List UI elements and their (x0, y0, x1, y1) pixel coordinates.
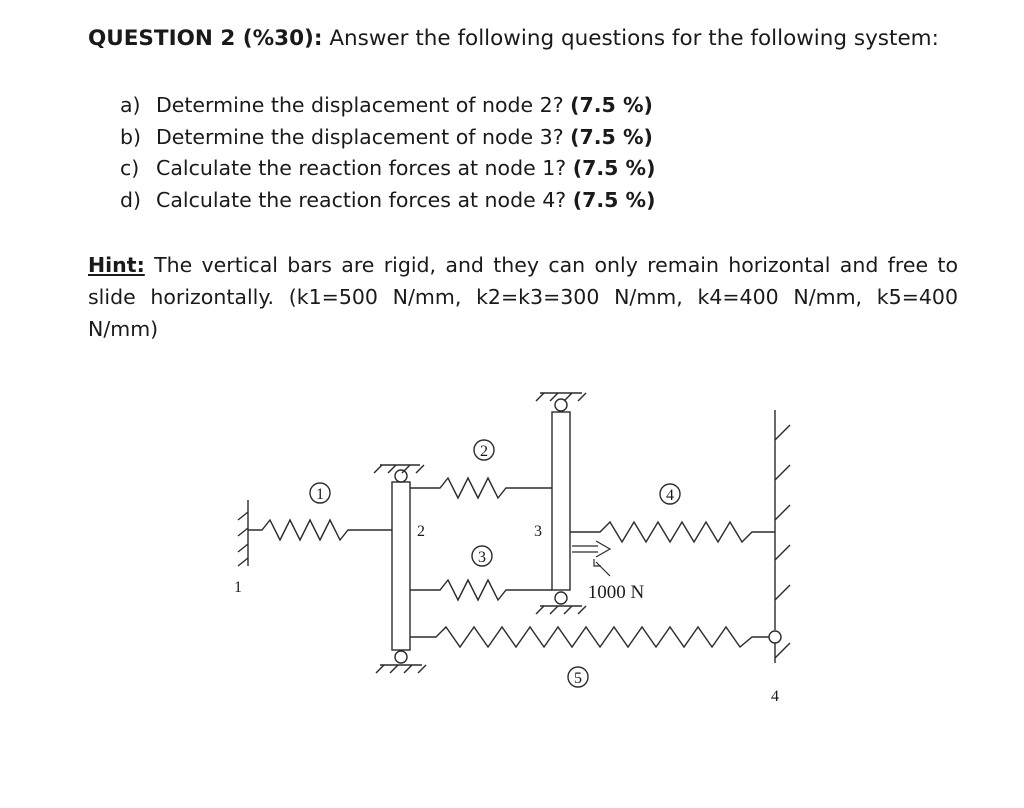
node-4-wall (769, 410, 790, 663)
node-4-label: 4 (771, 688, 779, 705)
bar-3 (536, 393, 586, 614)
hint-text: The vertical bars are rigid, and they can only remain horizontal and free to slide horizontally. (k1=500 N/mm, k2=k3=300 N/mm, k4=400 N/mm, k5=400 N/mm) (88, 253, 958, 341)
spring-5-label: 5 (574, 670, 582, 687)
item-weight: (7.5 %) (572, 156, 656, 180)
spring-3-label: 3 (478, 549, 486, 566)
question-label: QUESTION 2 (%30): (88, 26, 323, 51)
item-weight: (7.5 %) (570, 124, 653, 149)
item-weight: (7.5 %) (572, 187, 656, 212)
item-letter: c) (120, 156, 140, 180)
bar-2 (374, 465, 426, 673)
force-arrow (572, 541, 610, 576)
item-letter: a) (120, 93, 141, 117)
node-1-label: 1 (234, 579, 242, 596)
question-text: Answer the following questions for the following system: (329, 26, 939, 51)
item-letter: b) (120, 124, 142, 149)
item-weight: (7.5 %) (570, 93, 653, 117)
item-text: Determine the displacement of node 3? (156, 124, 564, 149)
hint-label: Hint: (88, 253, 145, 277)
node-1-wall (238, 500, 248, 566)
node-2-label: 2 (417, 523, 425, 540)
node-3-label: 3 (534, 523, 542, 540)
item-letter: d) (120, 187, 142, 212)
spring-1 (248, 520, 392, 540)
item-text: Determine the displacement of node 2? (156, 93, 564, 117)
item-text: Calculate the reaction forces at node 1? (156, 156, 567, 180)
spring-4 (570, 522, 775, 542)
spring-2-label: 2 (480, 443, 488, 460)
spring-2 (410, 478, 552, 498)
spring-5 (410, 627, 776, 647)
force-label: 1000 N (587, 582, 645, 603)
item-text: Calculate the reaction forces at node 4? (156, 187, 567, 212)
spring-1-label: 1 (316, 486, 324, 503)
spring-4-label: 4 (666, 487, 674, 504)
spring-3 (410, 580, 552, 600)
